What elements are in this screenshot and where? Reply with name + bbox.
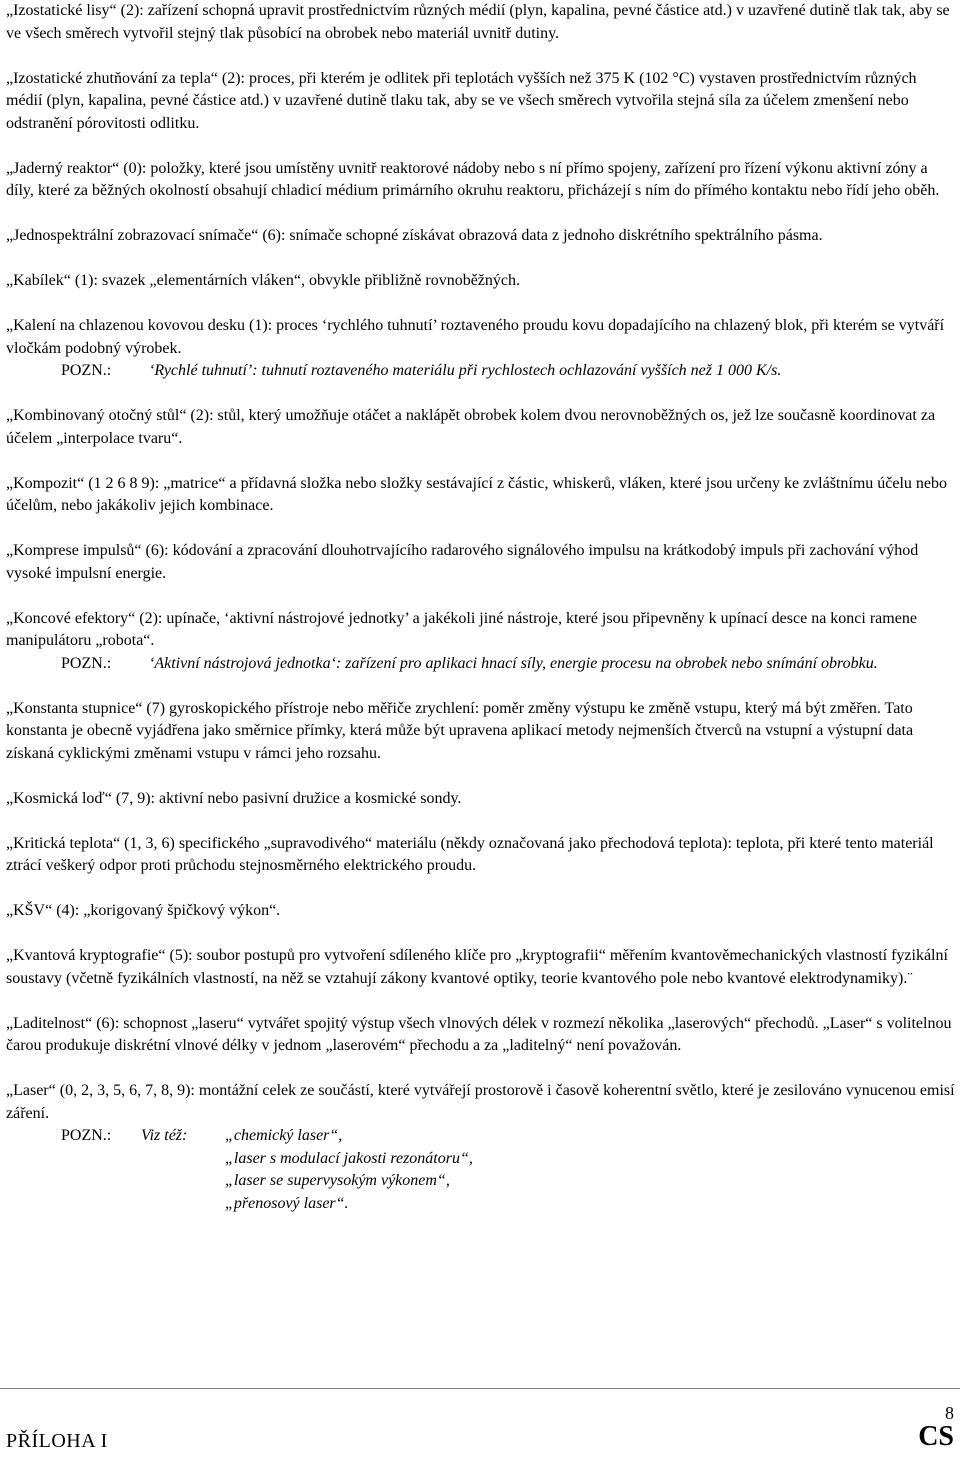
definition-entry: „Kosmická loď“ (7, 9): aktivní nebo pasivní družice a kosmické sondy. [6, 789, 462, 807]
definition-entry: „Kabílek“ (1): svazek „elementárních vláken“, obvykle přibližně rovnoběžných. [6, 272, 520, 289]
see-also-ref: „laser se supervysokým výkonem“, [225, 1172, 450, 1189]
definition-entry: „Laser“ (0, 2, 3, 5, 6, 7, 8, 9): montážní celek ze součástí, které vytvářejí prostorově i časově koherentní světlo, které je zesilováno vynucenou emisí záření. POZN.: Viz též: „chemický laser“, „laser s modulací jakosti rezonátoru“, „laser se supervysokým výkonem“, „přenosový laser“. [6, 1080, 956, 1215]
note [6, 653, 956, 676]
definition-entry: „Komprese impulsů“ (6): kódování a zpracování dlouhotrvajícího radarového signálového impulsu na krátkodobý impuls při zachování výhod vysoké impulsní energie. [6, 542, 919, 582]
definition-entry: „Koncové efektory“ (2): upínače, ‘aktivní nástrojové jednotky’ a jakékoli jiné nástroje, které jsou připevněny k upínací desce na konci ramene manipulátoru „robota“. POZN.: ‘Aktivní nástrojová jednotka‘: zařízení pro aplikaci hnací síly, energie procesu na obrobek nebo snímání obrobku. [6, 608, 956, 676]
note-label: POZN.: [61, 1127, 112, 1144]
language-code: CS [918, 1421, 954, 1452]
note-text: ‘Aktivní nástrojová jednotka‘: zařízení pro aplikaci hnací síly, energie procesu na obrobek nebo snímání obrobku. [149, 654, 878, 672]
definition-entry: „Kalení na chlazenou kovovou desku (1): proces ‘rychlého tuhnutí’ roztaveného proudu kovu dopadajícího na chlazený blok, při kterém se vytváří vločkám podobný výrobek. POZN.: ‘Rychlé tuhnutí’: tuhnutí roztaveného materiálu při rychlostech ochlazování vyšších než 1 000 K/s. [6, 315, 956, 383]
note-label: POZN.: [61, 654, 112, 672]
annex-label: PŘÍLOHA I [6, 1430, 108, 1452]
note-text: ‘Rychlé tuhnutí’: tuhnutí roztaveného materiálu při rychlostech ochlazování vyšších než 1 000 K/s. [149, 362, 782, 379]
definition-entry: „Kritická teplota“ (1, 3, 6) specifického „supravodivého“ materiálu (někdy označovaná jako přechodová teplota): teplota, při které tento materiál ztrácí veškerý odpor proti průchodu stejnosměrného elektrického proudu. [6, 834, 934, 874]
see-also-list [225, 1125, 473, 1215]
note-label: POZN.: [61, 362, 112, 379]
see-also-ref: „laser s modulací jakosti rezonátoru“, [225, 1149, 473, 1167]
definition-entry: „Jaderný reaktor“ (0): položky, které jsou umístěny uvnitř reaktorové nádoby nebo s ní přímo spojeny, zařízení pro řízení výkonu aktivní zóny a díly, které za běžných okolností obsahují chladicí médium primárního okruhu reaktoru, přicházejí s ním do přímého kontaktu nebo řídí jeho oběh. [6, 159, 940, 199]
definition-entry: „Izostatické lisy“ (2): zařízení schopná upravit prostřednictvím různých médií (plyn, kapalina, pevné částice atd.) v uzavřené dutině tlak tak, aby se ve všech směrech vytvořil stejný tlak působící na obrobek nebo materiál uvnitř dutiny. [6, 2, 950, 42]
see-also-ref: „chemický laser“, [225, 1127, 343, 1144]
definition-entry: „Izostatické zhutňování za tepla“ (2): proces, při kterém je odlitek při teplotách vyšších než 375 K (102 °C) vystaven prostřednictvím různých médií (plyn, kapalina, pevné částice atd.) v uzavřené dutině tlaku tak, aby se ve všech směrech vytvořila stejná síla za účelem zmenšení nebo odstranění pórovitosti odlitku. [6, 69, 917, 132]
page-number: 8 [945, 1403, 954, 1423]
note [6, 1125, 956, 1215]
footer-divider [0, 1388, 960, 1389]
definition-entry: „KŠV“ (4): „korigovaný špičkový výkon“. [6, 902, 281, 919]
document-body [6, 0, 956, 1238]
see-also-ref: „přenosový laser“. [225, 1194, 349, 1212]
definition-entry: „Kvantová kryptografie“ (5): soubor postupů pro vytvoření sdíleného klíče pro „kryptografii“ měřením kvantověmechanických vlastností fyzikální soustavy (včetně fyzikálních vlastností, na něž se vztahují zákony kvantové optiky, teorie kvantového pole nebo kvantové elektrodynamiky).¨ [6, 947, 948, 987]
definition-entry: „Laditelnost“ (6): schopnost „laseru“ vytvářet spojitý výstup všech vlnových délek v rozmezí několika „laserových“ přechodů. „Laser“ s volitelnou čarou produkuje diskrétní vlnové délky v jednom „laserovém“ přechodu a za „laditelný“ není považován. [6, 1014, 952, 1054]
definition-entry: „Jednospektrální zobrazovací snímače“ (6): snímače schopné získávat obrazová data z jednoho diskrétního spektrálního pásma. [6, 227, 823, 244]
see-also-label: Viz též: [141, 1127, 188, 1144]
definition-entry: „Kompozit“ (1 2 6 8 9): „matrice“ a přídavná složka nebo složky sestávající z částic, whiskerů, vláken, které jsou určeny ke zvláštnímu účelu nebo účelům, nebo jakákoliv jejich kombinace. [6, 474, 948, 514]
note [6, 360, 956, 383]
definition-entry: „Kombinovaný otočný stůl“ (2): stůl, který umožňuje otáčet a naklápět obrobek kolem dvou nerovnoběžných os, jež lze současně koordinovat za účelem „interpolace tvaru“. [6, 407, 936, 447]
definition-entry: „Konstanta stupnice“ (7) gyroskopického přístroje nebo měřiče zrychlení: poměr změny výstupu ke změně vstupu, který má být změřen. Tato konstanta je obecně vyjádřena jako směrnice přímky, která může být upravena aplikací metody nejmenších čtverců na vstupní a výstupní data získaná cyklickými změnami vstupu v rámci jeho rozsahu. [6, 699, 914, 762]
